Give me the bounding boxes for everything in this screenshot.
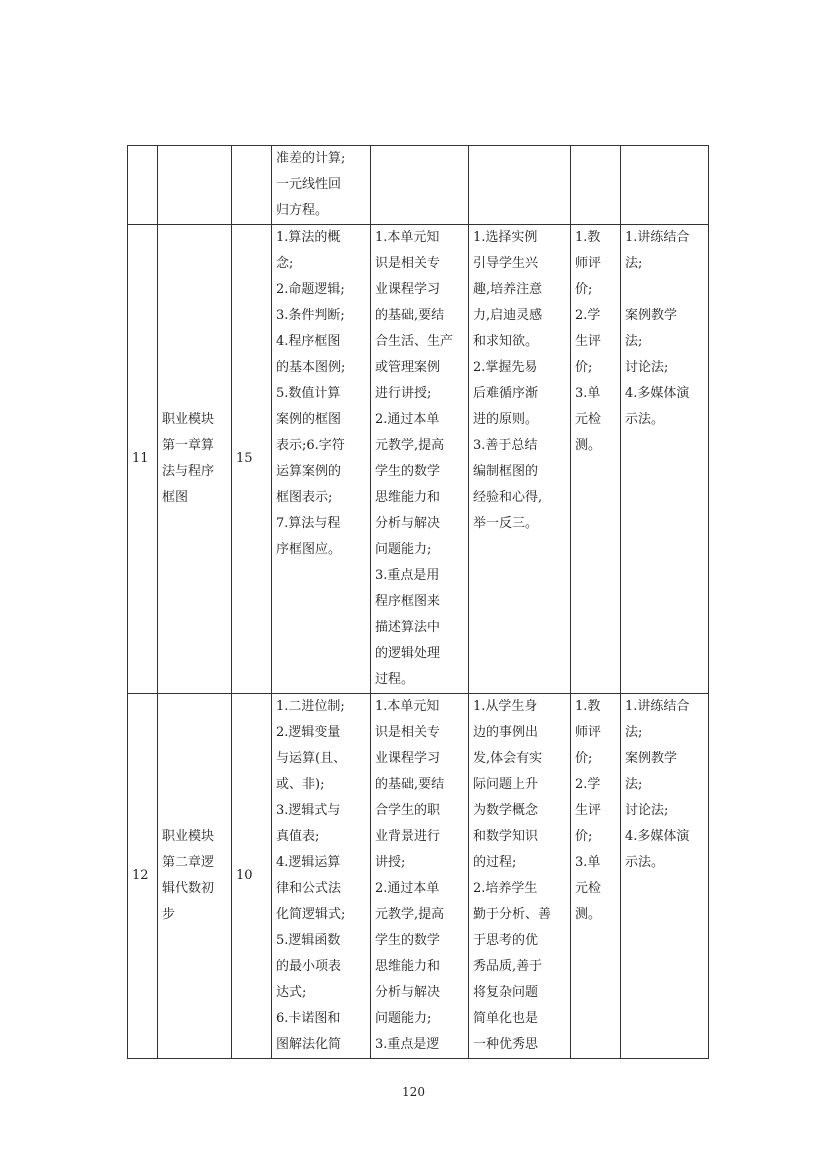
cell-line: 案例的框图 (276, 412, 342, 427)
cell-line: 1.讲练结合 (625, 699, 690, 714)
cell-line: 趣,培养注意 (473, 282, 543, 297)
cell-line: 真值表; (276, 829, 320, 844)
evaluation-cell (571, 146, 621, 225)
cell-line: 价; (575, 360, 593, 375)
cell-line: 于思考的优 (473, 933, 539, 948)
cell-line: 1.算法的概 (276, 230, 341, 245)
cell-line: 生评 (575, 334, 602, 349)
cell-line: 生评 (575, 803, 602, 818)
cell-line: 2.逻辑变量 (276, 725, 341, 740)
cell-line: 4.逻辑运算 (276, 855, 341, 870)
cell-line: 法与程序 (162, 464, 215, 479)
cell-line: 准差的计算; (276, 151, 346, 166)
teaching-method-cell (621, 146, 709, 225)
cell-line: 讨论法; (625, 360, 669, 375)
cell-line: 元检 (575, 881, 602, 896)
cell-line: 1.从学生身 (473, 699, 538, 714)
hours-cell (232, 694, 272, 1059)
cell-line: 2.培养学生 (473, 881, 538, 896)
cell-line: 问题能力; (375, 542, 432, 557)
cell-line: 和数学知识 (473, 829, 539, 844)
cell-line: 编制框图的 (473, 464, 539, 479)
cell-line: 法; (625, 334, 643, 349)
cell-line: 际问题上升 (473, 777, 539, 792)
cell-line: 3.单 (575, 386, 601, 401)
cell-line: 案例教学 (625, 751, 678, 766)
cell-line: 业课程学习 (375, 282, 441, 297)
cell-line: 步 (162, 907, 176, 922)
cell-line: 的逻辑处理 (375, 646, 441, 661)
cell-line: 2.通过本单 (375, 881, 440, 896)
cell-line: 5.逻辑函数 (276, 933, 341, 948)
content-cell (272, 694, 371, 1059)
module-cell (158, 694, 232, 1059)
cell-text: 10 (236, 868, 253, 883)
cell-line: 与运算(且、 (276, 751, 347, 766)
cell-line: 元教学,提高 (375, 907, 445, 922)
cell-line: 举一反三。 (473, 516, 539, 531)
cell-line (625, 277, 705, 303)
evaluation-cell (571, 225, 621, 694)
cell-line: 和求知欲。 (473, 334, 539, 349)
cell-line: 运算案例的 (276, 464, 342, 479)
cell-text: 15 (236, 451, 253, 466)
row-number-cell (128, 694, 158, 1059)
page-number: 120 (402, 1085, 425, 1099)
cell-line: 价; (575, 829, 593, 844)
cell-line: 价; (575, 282, 593, 297)
cell-line: 3.条件判断; (276, 308, 345, 323)
cell-line: 法; (625, 256, 643, 271)
cell-line: 经验和心得, (473, 490, 543, 505)
cell-line: 7.算法与程 (276, 516, 341, 531)
cell-line: 描述算法中 (375, 620, 441, 635)
goals-cell (371, 225, 469, 694)
cell-line: 发,体会有实 (473, 751, 543, 766)
cell-line: 业背景进行 (375, 829, 441, 844)
table-body (128, 146, 709, 1059)
cell-line: 合生活、生产 (375, 334, 454, 349)
cell-line: 4.程序框图 (276, 334, 341, 349)
cell-line: 4.多媒体演 (625, 829, 690, 844)
cell-line: 3.重点是逻 (375, 1037, 440, 1052)
cell-line: 职业模块 (162, 412, 215, 427)
cell-line: 元教学,提高 (375, 438, 445, 453)
cell-line: 第二章逻 (162, 855, 215, 870)
cell-line: 1.本单元知 (375, 699, 440, 714)
evaluation-cell (571, 694, 621, 1059)
cell-line: 框图表示; (276, 490, 333, 505)
table-row (128, 146, 709, 225)
cell-line: 化简逻辑式; (276, 907, 346, 922)
cell-line: 2.掌握先易 (473, 360, 538, 375)
cell-line: 师评 (575, 725, 602, 740)
cell-line: 职业模块 (162, 829, 215, 844)
cell-line: 念; (276, 256, 294, 271)
cell-line: 案例教学 (625, 308, 678, 323)
methods-cell (469, 694, 571, 1059)
cell-line: 3.逻辑式与 (276, 803, 341, 818)
goals-cell (371, 694, 469, 1059)
cell-line: 一元线性回 (276, 177, 342, 192)
cell-text: 11 (132, 451, 149, 466)
cell-line: 的最小项表 (276, 959, 342, 974)
goals-cell (371, 146, 469, 225)
cell-line: 6.卡诺图和 (276, 1011, 341, 1026)
cell-line: 第一章算 (162, 438, 215, 453)
cell-line: 秀品质,善于 (473, 959, 543, 974)
row-number-cell (128, 146, 158, 225)
cell-line: 勤于分析、善 (473, 907, 552, 922)
cell-line: 3.单 (575, 855, 601, 870)
cell-line: 业课程学习 (375, 751, 441, 766)
cell-line: 达式; (276, 985, 307, 1000)
cell-line: 的基本图例; (276, 360, 346, 375)
cell-line: 法; (625, 777, 643, 792)
cell-line: 一种优秀思 (473, 1037, 539, 1052)
cell-line: 边的事例出 (473, 725, 539, 740)
module-cell (158, 146, 232, 225)
cell-line: 2.通过本单 (375, 412, 440, 427)
cell-line: 讲授; (375, 855, 406, 870)
cell-line: 为数学概念 (473, 803, 539, 818)
cell-line: 序框图应。 (276, 542, 342, 557)
cell-line: 2.学 (575, 777, 601, 792)
cell-line: 测。 (575, 438, 602, 453)
cell-line: 识是相关专 (375, 256, 441, 271)
cell-line: 过程。 (375, 672, 415, 687)
cell-line: 测。 (575, 907, 602, 922)
cell-line: 程序框图来 (375, 594, 441, 609)
cell-line: 学生的数学 (375, 933, 441, 948)
cell-line: 讨论法; (625, 803, 669, 818)
cell-line: 5.数值计算 (276, 386, 341, 401)
cell-line: 1.教 (575, 699, 601, 714)
cell-line: 的过程; (473, 855, 517, 870)
content-cell (272, 225, 371, 694)
cell-line: 或管理案例 (375, 360, 441, 375)
teaching-method-cell (621, 694, 709, 1059)
table-row (128, 225, 709, 694)
cell-line: 分析与解决 (375, 516, 441, 531)
cell-line: 2.命题逻辑; (276, 282, 345, 297)
cell-line: 进行讲授; (375, 386, 432, 401)
cell-line: 简单化也是 (473, 1011, 539, 1026)
cell-line: 的基础,要结 (375, 308, 445, 323)
cell-line: 力,启迪灵感 (473, 308, 543, 323)
cell-text: 12 (132, 868, 149, 883)
cell-line: 分析与解决 (375, 985, 441, 1000)
methods-cell (469, 225, 571, 694)
cell-line: 框图 (162, 490, 189, 505)
cell-line: 1.教 (575, 230, 601, 245)
module-cell (158, 225, 232, 694)
cell-line: 辑代数初 (162, 881, 215, 896)
cell-line: 示法。 (625, 412, 665, 427)
cell-line: 思维能力和 (375, 490, 441, 505)
curriculum-table (127, 145, 709, 1059)
content-cell (272, 146, 371, 225)
cell-line: 后难循序渐 (473, 386, 539, 401)
cell-line: 法; (625, 725, 643, 740)
cell-line: 归方程。 (276, 203, 329, 218)
cell-line: 的基础,要结 (375, 777, 445, 792)
cell-line: 3.重点是用 (375, 568, 440, 583)
cell-line: 价; (575, 751, 593, 766)
cell-line: 思维能力和 (375, 959, 441, 974)
teaching-method-cell (621, 225, 709, 694)
cell-line: 示法。 (625, 855, 665, 870)
cell-line: 1.本单元知 (375, 230, 440, 245)
cell-line: 或、非); (276, 777, 325, 792)
cell-line: 1.选择实例 (473, 230, 538, 245)
table-row (128, 694, 709, 1059)
cell-line: 4.多媒体演 (625, 386, 690, 401)
cell-line: 元检 (575, 412, 602, 427)
cell-line: 将复杂问题 (473, 985, 539, 1000)
cell-line: 3.善于总结 (473, 438, 538, 453)
cell-line: 识是相关专 (375, 725, 441, 740)
cell-line: 图解法化简 (276, 1037, 342, 1052)
cell-line: 师评 (575, 256, 602, 271)
cell-line: 问题能力; (375, 1011, 432, 1026)
row-number-cell (128, 225, 158, 694)
cell-line: 合学生的职 (375, 803, 441, 818)
cell-line: 进的原则。 (473, 412, 539, 427)
hours-cell (232, 225, 272, 694)
hours-cell (232, 146, 272, 225)
cell-line: 1.二进位制; (276, 699, 345, 714)
cell-line: 律和公式法 (276, 881, 342, 896)
methods-cell (469, 146, 571, 225)
cell-line: 学生的数学 (375, 464, 441, 479)
cell-line: 引导学生兴 (473, 256, 539, 271)
cell-line: 2.学 (575, 308, 601, 323)
cell-line: 1.讲练结合 (625, 230, 690, 245)
cell-line: 表示;6.字符 (276, 438, 345, 453)
